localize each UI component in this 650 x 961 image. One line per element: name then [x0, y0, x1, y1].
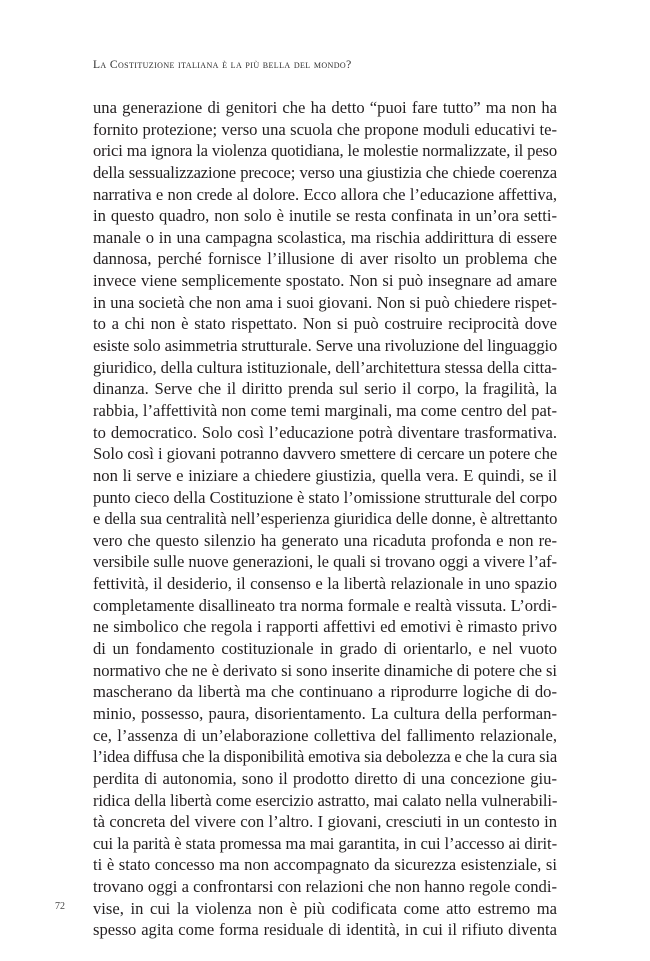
- text-line: l’idea diffusa che la disponibilità emotiva sia debolezza e che la cura sia: [93, 747, 557, 767]
- text-line: narrativa e non crede al dolore. Ecco allora che l’educazione affettiva,: [93, 184, 557, 204]
- text-line: invece viene semplicemente spostato. Non si può insegnare ad amare: [93, 271, 557, 291]
- text-line: to democratico. Solo così l’educazione potrà diventare trasformativa.: [93, 422, 557, 442]
- text-line: dinanza. Serve che il diritto prenda sul serio il corpo, la fragilità, la: [93, 379, 557, 399]
- page-number: 72: [55, 901, 65, 912]
- text-line: perdita di autonomia, sono il prodotto diretto di una concezione giu-: [93, 768, 557, 788]
- text-line: ne simbolico che regola i rapporti affettivi ed emotivi è rimasto privo: [93, 617, 557, 637]
- running-head: La Costituzione italiana è la più bella del mondo?: [93, 59, 352, 71]
- text-line: tà concreta del vivere con l’altro. I giovani, cresciuti in un contesto in: [93, 812, 557, 832]
- text-line: rabbia, l’affettività non come temi marginali, ma come centro del pat-: [93, 400, 557, 420]
- text-line: vero che questo silenzio ha generato una ricaduta profonda e non re-: [93, 530, 557, 550]
- text-line: trovano oggi a confrontarsi con relazioni che non hanno regole condi-: [93, 877, 557, 897]
- text-line: to a chi non è stato rispettato. Non si può costruire reciprocità dove: [93, 314, 557, 334]
- text-line: di un fondamento costituzionale in grado di orientarlo, e nel vuoto: [93, 639, 557, 659]
- text-line: punto cieco della Costituzione è stato l’omissione strutturale del corpo: [93, 487, 558, 507]
- text-line: fettività, il desiderio, il consenso e la libertà relazionale in uno spazio: [93, 574, 557, 594]
- text-line: completamente disallineato tra norma formale e realtà vissuta. L’ordi-: [93, 595, 557, 615]
- text-line: versibile sulle nuove generazioni, le quali si trovano oggi a vivere l’af-: [93, 552, 557, 572]
- text-line: vise, in cui la violenza non è più codificata come atto estremo ma: [93, 898, 557, 918]
- text-line: Solo così i giovani potranno davvero smettere di cercare un potere che: [93, 444, 558, 464]
- text-line: ce, l’assenza di un’elaborazione collettiva del fallimento relazionale,: [93, 725, 557, 745]
- text-line: e della sua centralità nell’esperienza giuridica delle donne, è altrettanto: [93, 509, 558, 529]
- text-line: esiste solo asimmetria strutturale. Serve una rivoluzione del linguaggio: [93, 336, 558, 356]
- text-line: spesso agita come forma residuale di identità, in cui il rifiuto diventa: [93, 920, 557, 940]
- text-line: dannosa, perché fornisce l’illusione di aver risolto un problema che: [93, 249, 557, 269]
- body-text: [93, 97, 557, 941]
- text-line: ti è stato concesso ma non accompagnato da sicurezza esistenziale, si: [93, 855, 557, 875]
- text-line: cui la parità è stata promessa ma mai garantita, in cui l’accesso ai dirit-: [93, 833, 557, 853]
- text-line: non li serve e iniziare a chiedere giustizia, quella vera. E quindi, se il: [93, 465, 557, 485]
- text-line: della sessualizzazione precoce; verso una giustizia che chiede coerenza: [93, 162, 557, 182]
- text-line: in questo quadro, non solo è inutile se resta confinata in un’ora setti-: [93, 206, 557, 226]
- text-line: manale o in una campagna scolastica, ma rischia addirittura di essere: [93, 227, 557, 247]
- text-line: giuridico, della cultura istituzionale, dell’architettura stessa della citta-: [93, 357, 557, 377]
- text-line: minio, possesso, paura, disorientamento. La cultura della performan-: [93, 703, 557, 723]
- text-line: fornito protezione; verso una scuola che propone moduli educativi te-: [93, 119, 557, 139]
- text-line: mascherano da libertà ma che continuano a riprodurre logiche di do-: [93, 682, 557, 702]
- text-line: orici ma ignora la violenza quotidiana, le molestie normalizzate, il peso: [93, 141, 557, 161]
- text-line: in una società che non ama i suoi giovani. Non si può chiedere rispet-: [93, 292, 557, 312]
- text-line: una generazione di genitori che ha detto “puoi fare tutto” ma non ha: [93, 98, 557, 117]
- text-line: normativo che ne è derivato si sono inserite dinamiche di potere che si: [93, 660, 557, 680]
- text-line: ridica della libertà come esercizio astratto, mai calato nella vulnerabili-: [93, 790, 558, 810]
